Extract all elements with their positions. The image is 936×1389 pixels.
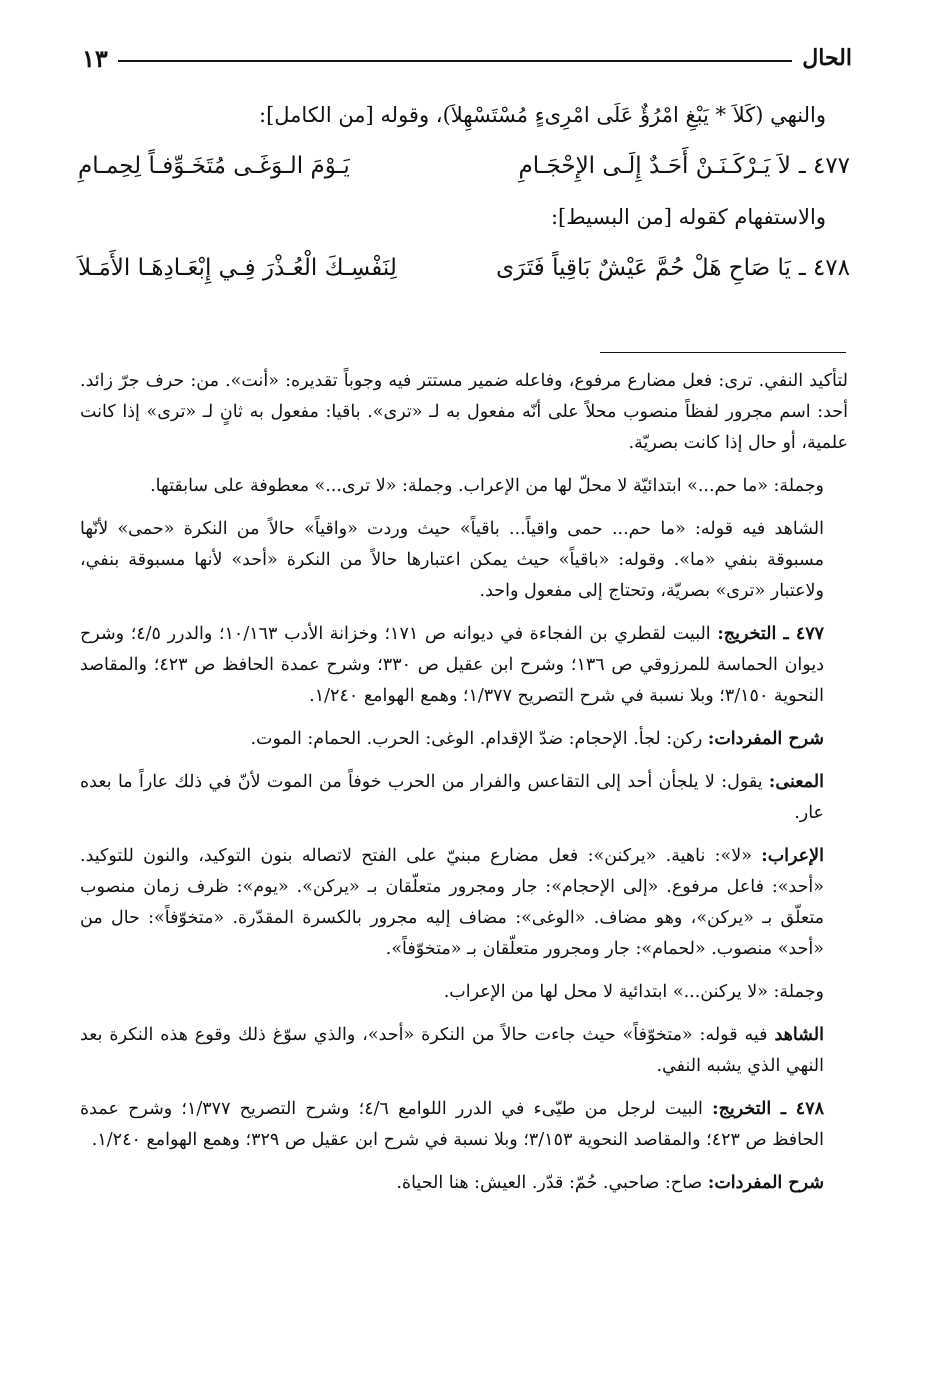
note-label: شرح المفردات: (707, 1173, 824, 1193)
intro-line-2: والاستفهام كقوله [من البسيط]: (550, 205, 826, 229)
note-text: البيت لقطري بن الفجاءة في ديوانه ص ١٧١؛ وخزانة الأدب ١٠/١٦٣؛ والدرر ٤/٥؛ وشرح ديوان الحماسة للمرزوقي ص ١٣٦؛ وشرح ابن عقيل ص ٣٣٠؛ وشرح عمدة الحافظ ص ٤٢٣؛ والمقاصد النحوية ٣/١٥٠؛ وبلا نسبة في شرح التصريح ١/٣٧٧؛ وهمع الهوامع ١/٢٤٠. (80, 624, 824, 706)
note-label: ٤٧٧ ـ التخريج: (717, 624, 825, 644)
note-paragraph (80, 767, 848, 829)
footnote-divider (600, 352, 846, 353)
chapter-title: الحال (802, 45, 852, 71)
note-label: ٤٧٨ ـ التخريج: (712, 1099, 824, 1119)
note-paragraph (80, 841, 848, 965)
note-label: الإعراب: (761, 846, 824, 866)
note-text: ركن: لجأ. الإحجام: ضدّ الإقدام. الوغى: الحرب. الحمام: الموت. (250, 729, 703, 749)
note-text: «لا»: ناهية. «يركنن»: فعل مضارع مبنيّ على الفتح لاتصاله بنون التوكيد، والنون للتوكيد. «أحد»: فاعل مرفوع. «إلى الإحجام»: جار ومجرور متعلّقان بـ «يركن». «يوم»: ظرف زمان منصوب متعلّق بـ «يركن»، وهو مضاف. «الوغى»: مضاف إليه مجرور بالكسرة المقدّرة. «متخوّفاً»: حال من «أحد» منصوب. «لحمام»: جار ومجرور متعلّقان بـ «متخوّفاً». (80, 846, 824, 959)
verse-478 (78, 248, 850, 288)
note-paragraph (80, 724, 848, 755)
note-paragraph: وجملة: «ما حم...» ابتدائيّة لا محلّ لها من الإعراب. وجملة: «لا ترى...» معطوفة على سابقتها. (150, 476, 824, 496)
verse-second-half: يَـوْمَ الـوَغَـى مُتَخَـوِّفـاً لِحِمـامِ (78, 153, 350, 179)
header-rule (118, 60, 793, 62)
note-paragraph (80, 1168, 848, 1199)
verse-477 (78, 146, 850, 186)
intro-line: والنهي (كَلاَ * يَبْغِ امْرُؤٌ عَلَى امْرِىءٍ مُسْتَسْهِلاَ)، وقوله [من الكامل]: (259, 103, 826, 127)
verse-second-half: لِنَفْسِـكَ الْعُـذْرَ فِـي إِبْعَـادِهَـا الأَمَـلاَ (78, 255, 397, 281)
running-header (82, 38, 852, 78)
note-text: يقول: لا يلجأن أحد إلى التقاعس والفرار من الحرب خوفاً من الموت لأنّ في ذلك عاراً ما بعده عار. (80, 772, 824, 823)
footnotes (80, 366, 848, 1211)
main-text (78, 98, 850, 288)
note-text: البيت لرجل من طيّىء في الدرر اللوامع ٤/٦؛ وشرح التصريح ١/٣٧٧؛ وشرح عمدة الحافظ ص ٤٢٣؛ والمقاصد النحوية ٣/١٥٣؛ وبلا نسبة في شرح ابن عقيل ص ٣٢٩؛ وهمع الهوامع ١/٢٤٠. (80, 1099, 824, 1150)
note-paragraph: وجملة: «لا يركنن...» ابتدائية لا محل لها من الإعراب. (443, 982, 824, 1002)
note-paragraph (80, 619, 848, 712)
verse-first-half: يَا صَاحِ هَلْ حُمَّ عَيْشٌ بَاقِياً فَتَرَى (496, 255, 791, 281)
note-paragraph (80, 1094, 848, 1156)
note-text: فيه قوله: «متخوّفاً» حيث جاءت حالاً من النكرة «أحد»، والذي سوّغ ذلك وقوع هذه النكرة بعد النهي الذي يشبه النفي. (80, 1025, 824, 1076)
note-label: المعنى: (768, 772, 824, 792)
verse-number: ٤٧٨ ـ (798, 255, 850, 281)
note-text: صاح: صاحبي. حُمّ: قدّر. العيش: هنا الحياة. (396, 1173, 703, 1193)
verse-first-half: لاَ يَـرْكَـنَـنْ أَحَـدٌ إِلَـى الإِحْجَـامِ (518, 153, 791, 179)
note-paragraph: الشاهد فيه قوله: «ما حم... حمى واقياً... باقياً» حيث وردت «واقياً» حالاً من النكرة «حمى» لأنّها مسبوقة بنفي «ما». وقوله: «باقياً» حيث يمكن اعتبارها حالاً من النكرة «أحد» لأنها مسبوقة بنفي، ولاعتبار «ترى» بصريّة، وتحتاج إلى مفعول واحد. (80, 519, 824, 601)
note-paragraph: لتأكيد النفي. ترى: فعل مضارع مرفوع، وفاعله ضمير مستتر فيه وجوباً تقديره: «أنت». من: حرف جرّ زائد. أحد: اسم مجرور لفظاً منصوب محلاً على أنّه مفعول به لـ «ترى». باقيا: مفعول به ثانٍ لـ «ترى» إذا كانت علمية، أو حال إذا كانت بصريّة. (80, 371, 848, 453)
note-label: الشاهد (774, 1025, 824, 1045)
page-number: ١٣ (82, 43, 108, 73)
note-label: شرح المفردات: (707, 729, 824, 749)
verse-number: ٤٧٧ ـ (798, 153, 850, 179)
note-paragraph (80, 1020, 848, 1082)
